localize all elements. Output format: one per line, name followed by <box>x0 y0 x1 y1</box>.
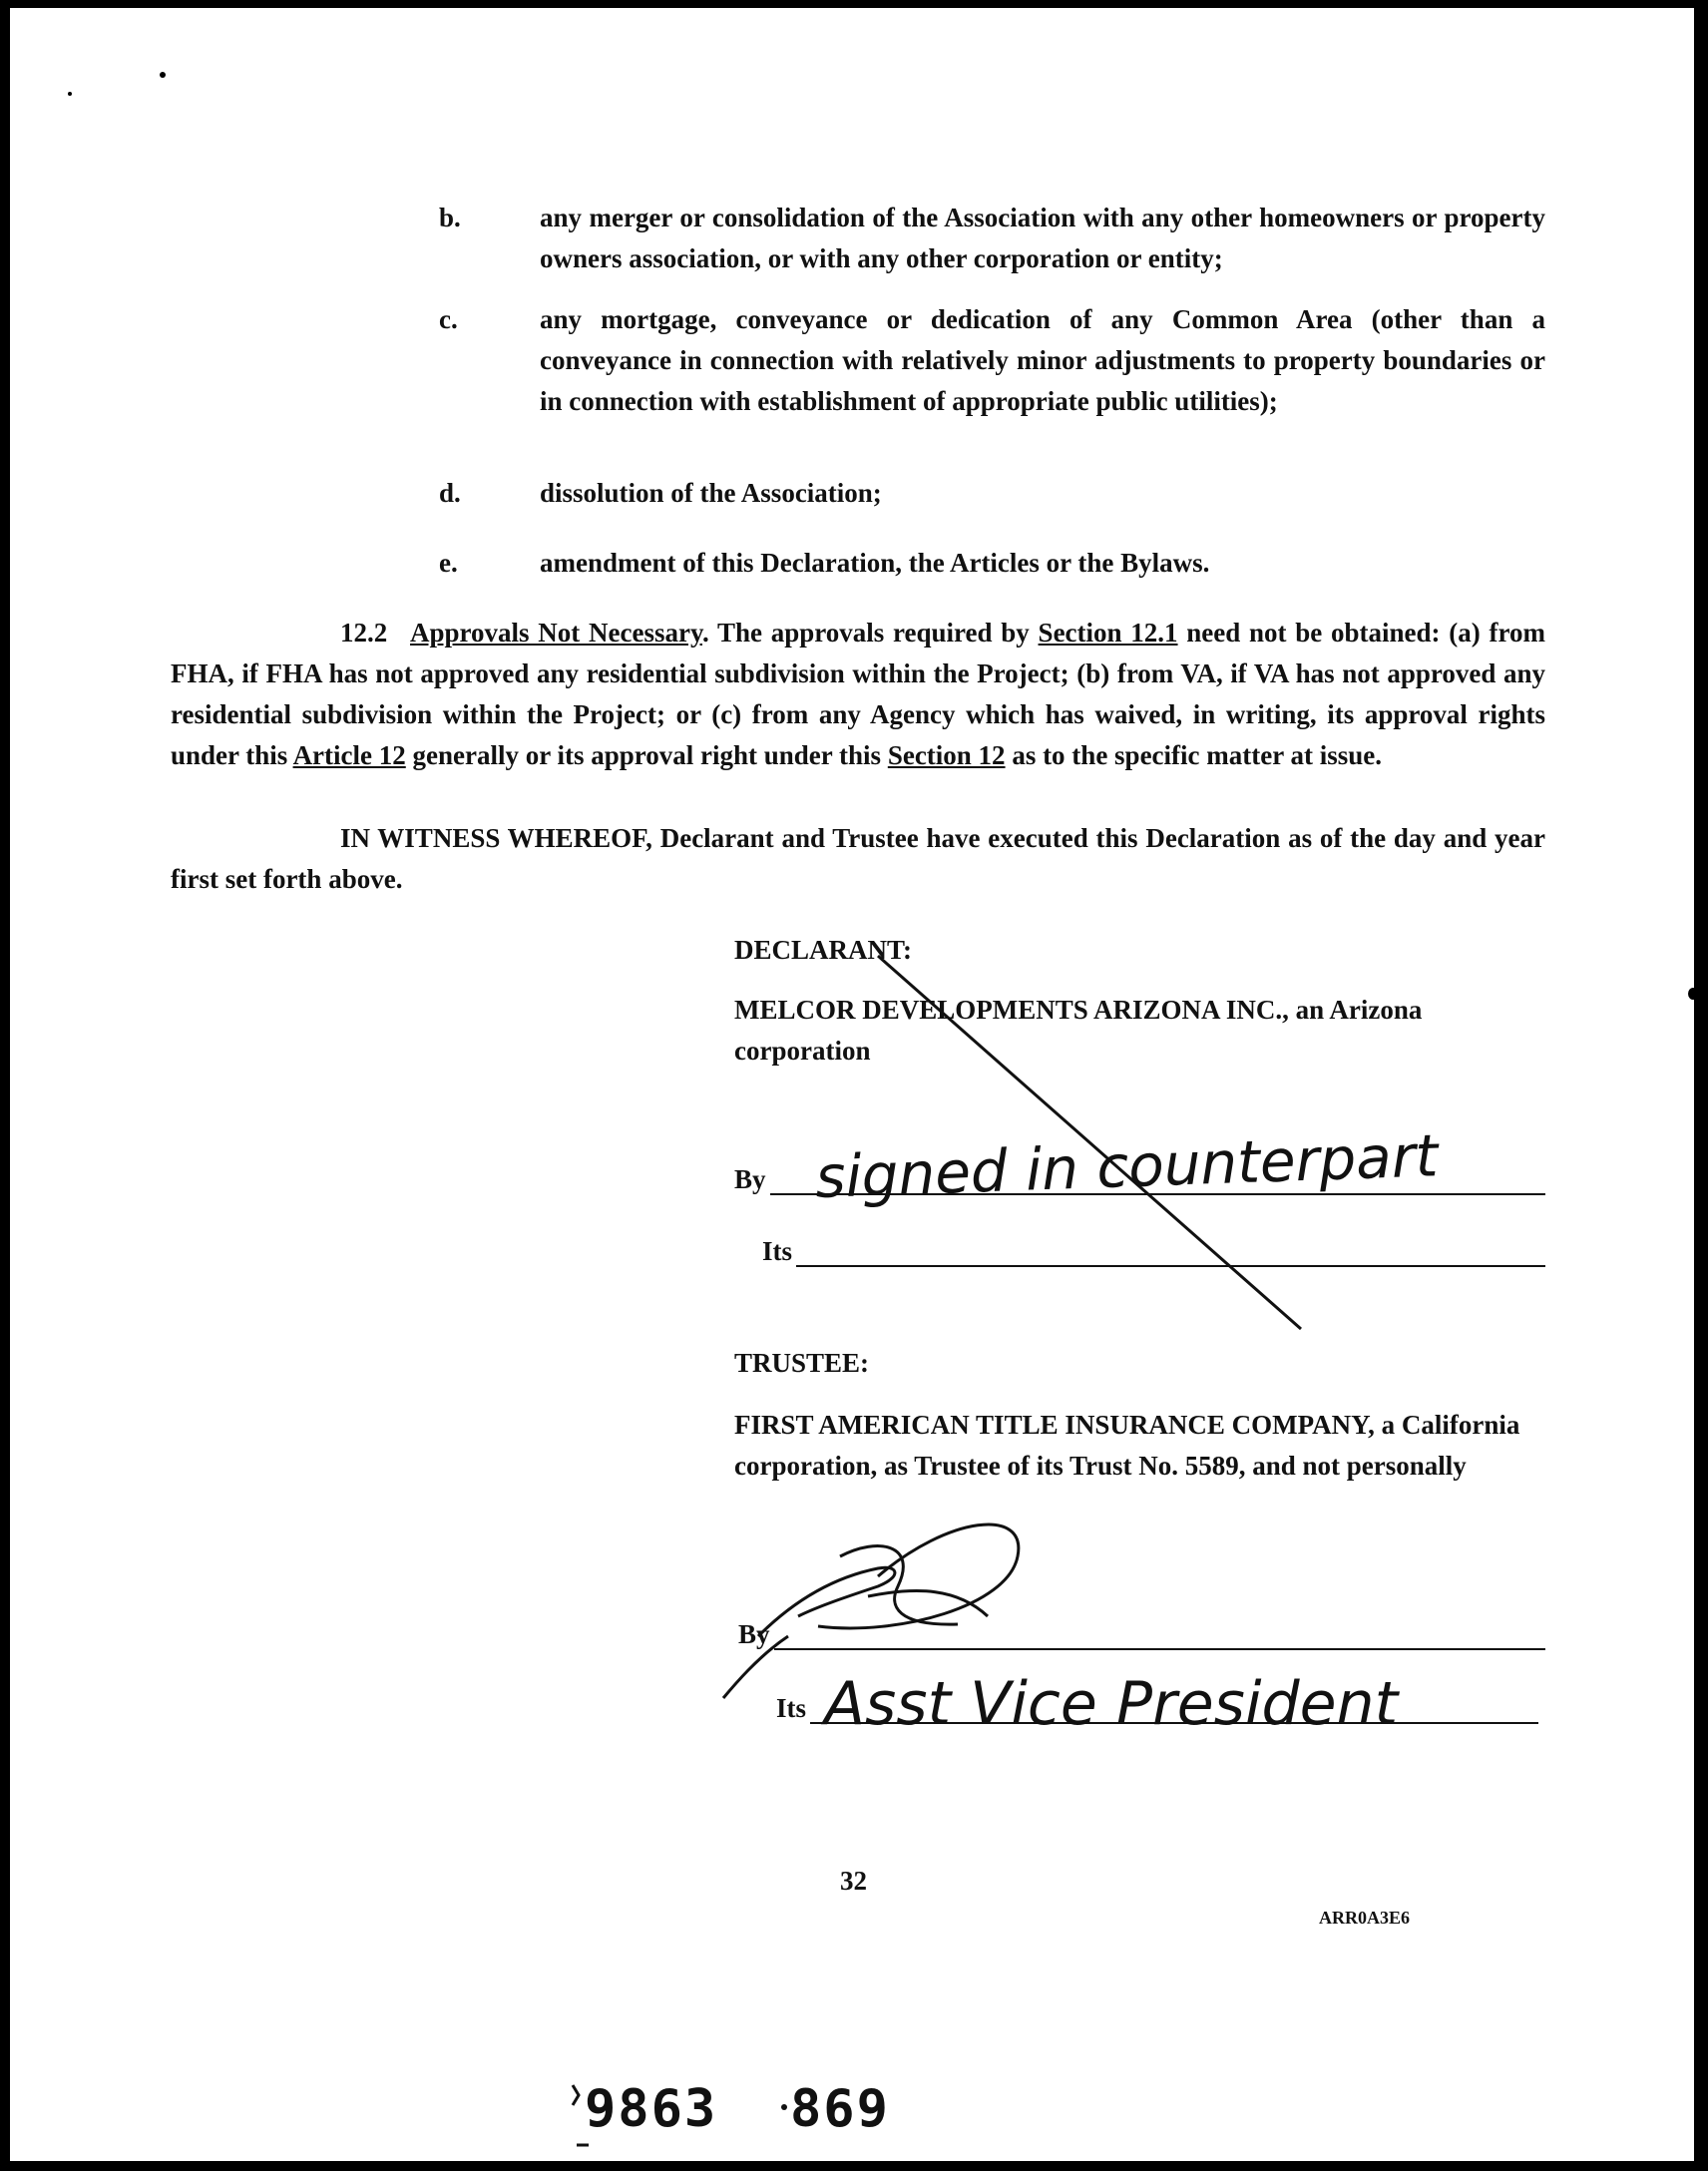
its-label: Its <box>762 1236 793 1266</box>
section-number: 12.2 <box>340 618 388 648</box>
section-reference: Section 12 <box>887 740 1006 770</box>
section-text: as to the specific matter at issue. <box>1005 740 1382 770</box>
stamp-mark <box>573 2085 579 2105</box>
list-item-label: b. <box>439 203 461 232</box>
list-item-label: d. <box>439 478 461 508</box>
section-reference: Section 12.1 <box>1038 618 1178 648</box>
list-item-label: e. <box>439 548 458 578</box>
its-label: Its <box>776 1693 807 1723</box>
list-item-text: dissolution of the Association; <box>540 478 882 508</box>
handwritten-title: Asst Vice President <box>824 1669 1399 1739</box>
section-text: . The approvals required by <box>701 618 1039 648</box>
document-id: ARR0A3E6 <box>1319 1908 1411 1928</box>
list-item-text: amendment of this Declaration, the Articles or the Bylaws. <box>540 548 1210 578</box>
handwritten-note: signed in counterpart <box>814 1121 1440 1211</box>
section-text: generally or its approval right under this <box>405 740 888 770</box>
list-item-text: any merger or consolidation of the Association with any other homeowners or property owners association, or with any other corporation or entity; <box>540 203 1545 273</box>
article-reference: Article 12 <box>292 740 406 770</box>
witness-text: IN WITNESS WHEREOF, Declarant and Trustee have executed this Declaration as of the day and year first set forth above. <box>171 823 1545 894</box>
trustee-company: FIRST AMERICAN TITLE INSURANCE COMPANY, a California corporation, as Trustee of its Trust No. 5589, and not personally <box>734 1410 1520 1481</box>
page-number: 32 <box>840 1866 867 1896</box>
trustee-heading: TRUSTEE: <box>734 1348 870 1378</box>
list-item-label: c. <box>439 304 458 334</box>
section-text: need not be obtained: (a) from FHA, if FHA has not approved any residential subdivision within the Project; (b) from VA, if VA has not approved any residential subdivision within the Project; or (c) from any Agency which has waived, in writing, its approval rights under this <box>171 618 1546 770</box>
docket-stamp-2: 869 <box>790 2079 890 2139</box>
declarant-company: MELCOR DEVELOPMENTS ARIZONA INC., an Arizona corporation <box>734 995 1423 1066</box>
stamp-mark <box>781 2104 787 2110</box>
list-item-text: any mortgage, conveyance or dedication of any Common Area (other than a conveyance in connection with relatively minor adjustments to property boundaries or in connection with establishment of appropriate public utilities); <box>540 304 1545 416</box>
section-heading: Approvals Not Necessary <box>410 618 702 648</box>
by-label: By <box>734 1164 766 1194</box>
by-label: By <box>738 1619 770 1649</box>
declarant-heading: DECLARANT: <box>734 935 913 965</box>
docket-stamp-1: 9863 <box>585 2079 718 2139</box>
